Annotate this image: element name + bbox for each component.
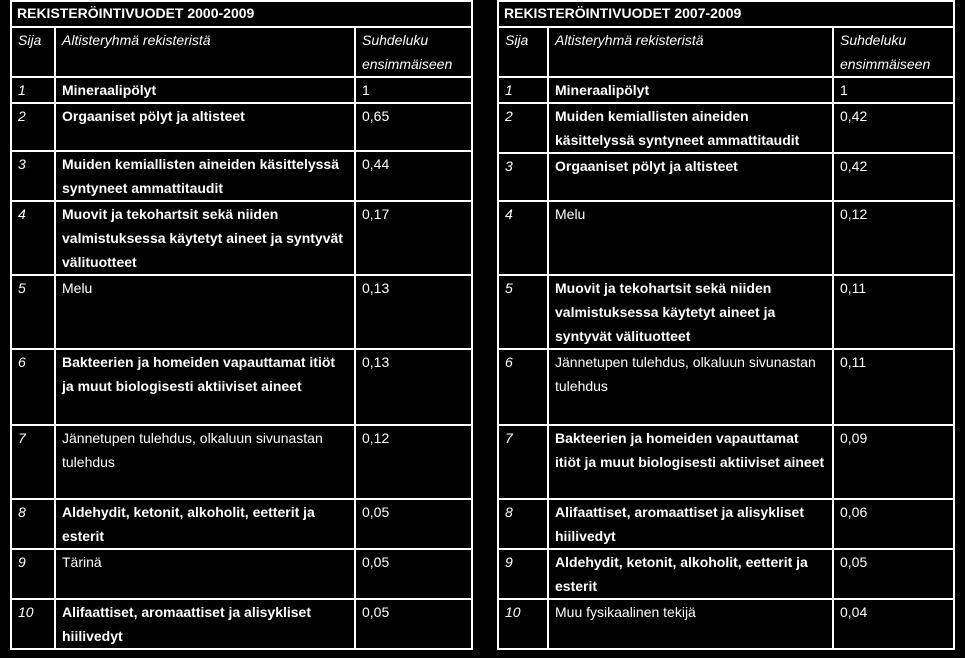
ratio-cell: 0,13 <box>355 275 472 349</box>
table-title: REKISTERÖINTIVUODET 2000-2009 <box>11 1 472 27</box>
ratio-header: Suhdeluku ensimmäiseen <box>355 27 472 77</box>
table-row <box>11 275 472 349</box>
table-row <box>11 103 472 151</box>
table-2007-2009 <box>497 0 955 648</box>
ratio-cell: 0,05 <box>355 599 472 649</box>
rank-cell: 6 <box>11 349 55 425</box>
rank-cell: 7 <box>11 425 55 499</box>
table-row <box>498 549 954 599</box>
ratio-cell: 0,09 <box>833 425 954 499</box>
group-cell: Mineraalipölyt <box>548 77 833 103</box>
ratio-cell: 0,13 <box>355 349 472 425</box>
rank-cell: 9 <box>11 549 55 599</box>
ratio-cell: 0,05 <box>355 549 472 599</box>
group-cell: Muiden kemiallisten aineiden käsittelyssä syntyneet ammattitaudit <box>548 103 833 153</box>
ratio-cell: 0,17 <box>355 201 472 275</box>
ratio-cell: 0,05 <box>833 549 954 599</box>
table-row <box>11 77 472 103</box>
table-row <box>498 349 954 425</box>
group-header: Altisteryhmä rekisteristä <box>55 27 355 77</box>
table-row <box>11 599 472 649</box>
group-cell: Muovit ja tekohartsit sekä niiden valmistuksessa käytetyt aineet ja syntyvät välituotteet <box>548 275 833 349</box>
ratio-cell: 0,44 <box>355 151 472 201</box>
group-cell: Alifaattiset, aromaattiset ja alisykliset hiilivedyt <box>548 499 833 549</box>
rank-cell: 7 <box>498 425 548 499</box>
ratio-cell: 0,05 <box>355 499 472 549</box>
table-row <box>11 499 472 549</box>
table-row <box>498 599 954 649</box>
table-row <box>498 153 954 201</box>
table-row <box>498 425 954 499</box>
ratio-cell: 0,42 <box>833 103 954 153</box>
table-row <box>11 425 472 499</box>
rank-cell: 5 <box>11 275 55 349</box>
rank-cell: 6 <box>498 349 548 425</box>
rank-cell: 10 <box>498 599 548 649</box>
rank-cell: 1 <box>498 77 548 103</box>
table-row <box>498 499 954 549</box>
group-cell: Bakteerien ja homeiden vapauttamat itiöt ja muut biologisesti aktiiviset aineet <box>548 425 833 499</box>
ratio-cell: 0,11 <box>833 275 954 349</box>
rank-cell: 3 <box>498 153 548 201</box>
rank-cell: 4 <box>11 201 55 275</box>
ratio-cell: 1 <box>355 77 472 103</box>
group-cell: Alifaattiset, aromaattiset ja alisykliset hiilivedyt <box>55 599 355 649</box>
group-cell: Muovit ja tekohartsit sekä niiden valmistuksessa käytetyt aineet ja syntyvät välituotteet <box>55 201 355 275</box>
table-row <box>498 275 954 349</box>
rank-cell: 9 <box>498 549 548 599</box>
table-row <box>11 201 472 275</box>
group-cell: Mineraalipölyt <box>55 77 355 103</box>
ratio-cell: 0,65 <box>355 103 472 151</box>
ratio-cell: 0,04 <box>833 599 954 649</box>
ratio-cell: 0,12 <box>833 201 954 275</box>
ranking-table <box>10 0 473 650</box>
ratio-cell: 1 <box>833 77 954 103</box>
group-cell: Orgaaniset pölyt ja altisteet <box>548 153 833 201</box>
rank-cell: 1 <box>11 77 55 103</box>
group-cell: Jännetupen tulehdus, olkaluun sivunastan tulehdus <box>55 425 355 499</box>
rank-cell: 8 <box>11 499 55 549</box>
table-2000-2009 <box>10 0 473 648</box>
table-row <box>11 151 472 201</box>
table-row <box>11 549 472 599</box>
group-cell: Melu <box>55 275 355 349</box>
group-cell: Jännetupen tulehdus, olkaluun sivunastan tulehdus <box>548 349 833 425</box>
ratio-cell: 0,06 <box>833 499 954 549</box>
ratio-cell: 0,11 <box>833 349 954 425</box>
ranking-table <box>497 0 955 650</box>
rank-cell: 2 <box>498 103 548 153</box>
table-row <box>11 349 472 425</box>
rank-cell: 10 <box>11 599 55 649</box>
rank-cell: 8 <box>498 499 548 549</box>
rank-header: Sija <box>11 27 55 77</box>
table-title: REKISTERÖINTIVUODET 2007-2009 <box>498 1 954 27</box>
rank-cell: 5 <box>498 275 548 349</box>
group-cell: Bakteerien ja homeiden vapauttamat itiöt ja muut biologisesti aktiiviset aineet <box>55 349 355 425</box>
ratio-header: Suhdeluku ensimmäiseen <box>833 27 954 77</box>
group-cell: Muu fysikaalinen tekijä <box>548 599 833 649</box>
rank-cell: 3 <box>11 151 55 201</box>
ratio-cell: 0,42 <box>833 153 954 201</box>
group-cell: Aldehydit, ketonit, alkoholit, eetterit ja esterit <box>548 549 833 599</box>
ratio-cell: 0,12 <box>355 425 472 499</box>
table-row <box>498 103 954 153</box>
group-header: Altisteryhmä rekisteristä <box>548 27 833 77</box>
group-cell: Orgaaniset pölyt ja altisteet <box>55 103 355 151</box>
table-row <box>498 77 954 103</box>
group-cell: Aldehydit, ketonit, alkoholit, eetterit ja esterit <box>55 499 355 549</box>
group-cell: Melu <box>548 201 833 275</box>
rank-cell: 4 <box>498 201 548 275</box>
rank-header: Sija <box>498 27 548 77</box>
group-cell: Muiden kemiallisten aineiden käsittelyssä syntyneet ammattitaudit <box>55 151 355 201</box>
group-cell: Tärinä <box>55 549 355 599</box>
table-row <box>498 201 954 275</box>
rank-cell: 2 <box>11 103 55 151</box>
